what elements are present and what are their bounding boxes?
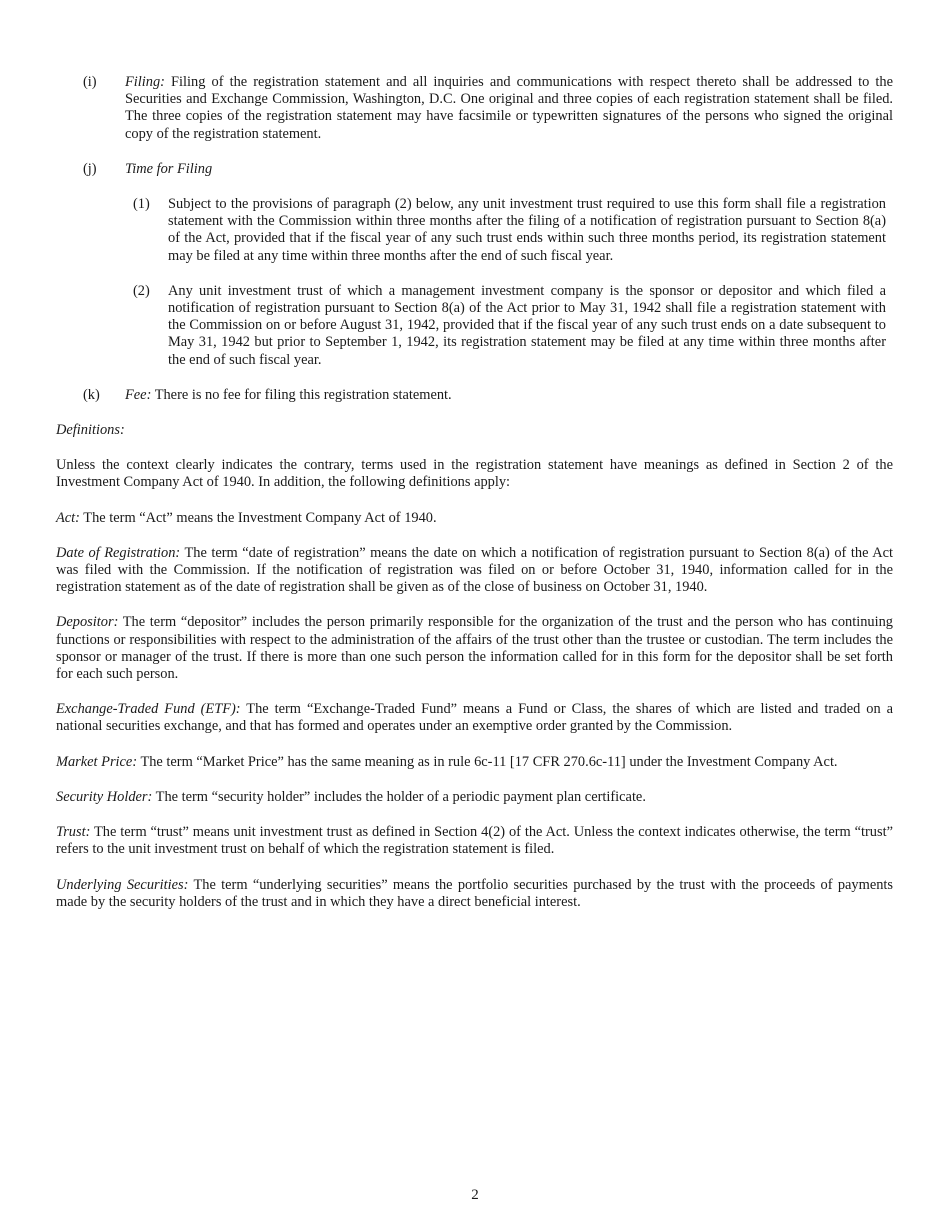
item-body: Filing of the registration statement and all inquiries and communications with respect thereto shall be addressed to the Securities and Exchange Commission, Washington, D.C. One original and three copies of each registration statement shall be filed. The three copies of the registration statement may have facsimile or typewritten signatures of the persons who signed the original copy of the registration statement. bbox=[125, 74, 893, 142]
item-j-time-for-filing bbox=[56, 161, 893, 178]
item-body: There is no fee for filing this registration statement. bbox=[151, 386, 452, 403]
item-number: (j) bbox=[83, 160, 97, 177]
definition-text: The term “date of registration” means the date on which a notification of registration pursuant to Section 8(a) of the Act was filed with the Commission. If the notification of registration was filed on or before October 31, 1940, information called for in the registration statement as of the date of registration shall be given as of the close of business on October 31, 1940. bbox=[56, 544, 893, 596]
subitem-body: Subject to the provisions of paragraph (2) below, any unit investment trust required to use this form shall file a registration statement with the Commission within three months after the filing of a notification of registration pursuant to Section 8(a) of the Act, provided that if the fiscal year of any such trust ends within such three months period, its registration statement may be filed at any time within three months after the end of such fiscal year. bbox=[168, 196, 886, 264]
definition-text: The term “depositor” includes the person primarily responsible for the organization of the trust and the person who has continuing functions or responsibilities with respect to the administration of the affairs of the trust other than the trustee or custodian. The term includes the sponsor or manager of the trust. If there is more than one such person the information called for in this form for the depositor shall be set forth for each such person. bbox=[56, 614, 893, 683]
definition-term: Trust: bbox=[56, 824, 91, 841]
definitions-intro: Unless the context clearly indicates the contrary, terms used in the registration statement have meanings as defined in Section 2 of the Investment Company Act of 1940. In addition, the following definitions apply: bbox=[56, 457, 893, 491]
definition-term: Market Price: bbox=[56, 753, 138, 770]
definition-text: The term “Exchange-Traded Fund” means a Fund or Class, the shares of which are listed and traded on a national securities exchange, and that has formed and operates under an exemptive order granted by the Commission. bbox=[56, 701, 893, 735]
definition-text: The term “Act” means the Investment Company Act of 1940. bbox=[79, 509, 437, 526]
subitem-j-2 bbox=[56, 283, 893, 369]
subitem-number: (1) bbox=[133, 196, 150, 213]
definition-market-price bbox=[56, 754, 893, 771]
definition-etf bbox=[56, 701, 893, 735]
definition-text: The term “trust” means unit investment trust as defined in Section 4(2) of the Act. Unless the context indicates otherwise, the term “trust” refers to the unit investment trust on behalf of which the registration statement is filed. bbox=[56, 824, 893, 858]
definition-text: The term “Market Price” has the same meaning as in rule 6c-11 [17 CFR 270.6c-11] under the Investment Company Act. bbox=[137, 753, 838, 770]
definition-text: The term “underlying securities” means the portfolio securities purchased by the trust with the proceeds of payments made by the security holders of the trust and in which they have a direct beneficial interest. bbox=[56, 876, 894, 910]
item-title: Filing: bbox=[125, 74, 165, 90]
definition-date-of-registration bbox=[56, 545, 893, 597]
item-title: Time for Filing bbox=[125, 160, 213, 177]
item-number: (i) bbox=[83, 74, 97, 90]
subitem-number: (2) bbox=[133, 282, 150, 299]
definition-underlying-securities bbox=[56, 877, 893, 911]
definition-term: Act: bbox=[56, 509, 80, 526]
definition-term: Exchange-Traded Fund (ETF): bbox=[56, 701, 241, 718]
definition-term: Depositor: bbox=[56, 614, 119, 631]
item-k-fee bbox=[56, 387, 893, 404]
definition-term: Date of Registration: bbox=[56, 544, 181, 561]
definitions-heading: Definitions: bbox=[56, 422, 125, 439]
definition-term: Underlying Securities: bbox=[56, 876, 189, 893]
item-text bbox=[125, 74, 893, 143]
definition-act bbox=[56, 510, 893, 527]
subitem-body: Any unit investment trust of which a management investment company is the sponsor or depositor and which filed a notification of registration pursuant to Section 8(a) of the Act prior to May 31, 1942 shall file a registration statement with the Commission on or before August 31, 1942, provided that if the fiscal year of any such trust ends on a date subsequent to May 31, 1942 but prior to September 1, 1942, its registration statement may be filed at any time within three months after the end of such fiscal year. bbox=[168, 282, 886, 368]
item-number: (k) bbox=[83, 386, 100, 403]
definition-text: The term “security holder” includes the holder of a periodic payment plan certificate. bbox=[152, 788, 646, 805]
item-text bbox=[125, 161, 893, 178]
definition-depositor bbox=[56, 614, 893, 683]
definition-trust bbox=[56, 824, 893, 858]
item-title: Fee: bbox=[125, 386, 152, 403]
page-number: 2 bbox=[471, 1187, 479, 1203]
definition-term: Security Holder: bbox=[56, 788, 153, 805]
item-i-filing bbox=[56, 74, 893, 143]
document-page bbox=[56, 74, 893, 911]
item-text bbox=[125, 387, 893, 404]
definition-security-holder bbox=[56, 789, 893, 806]
subitem-j-1 bbox=[56, 196, 893, 265]
